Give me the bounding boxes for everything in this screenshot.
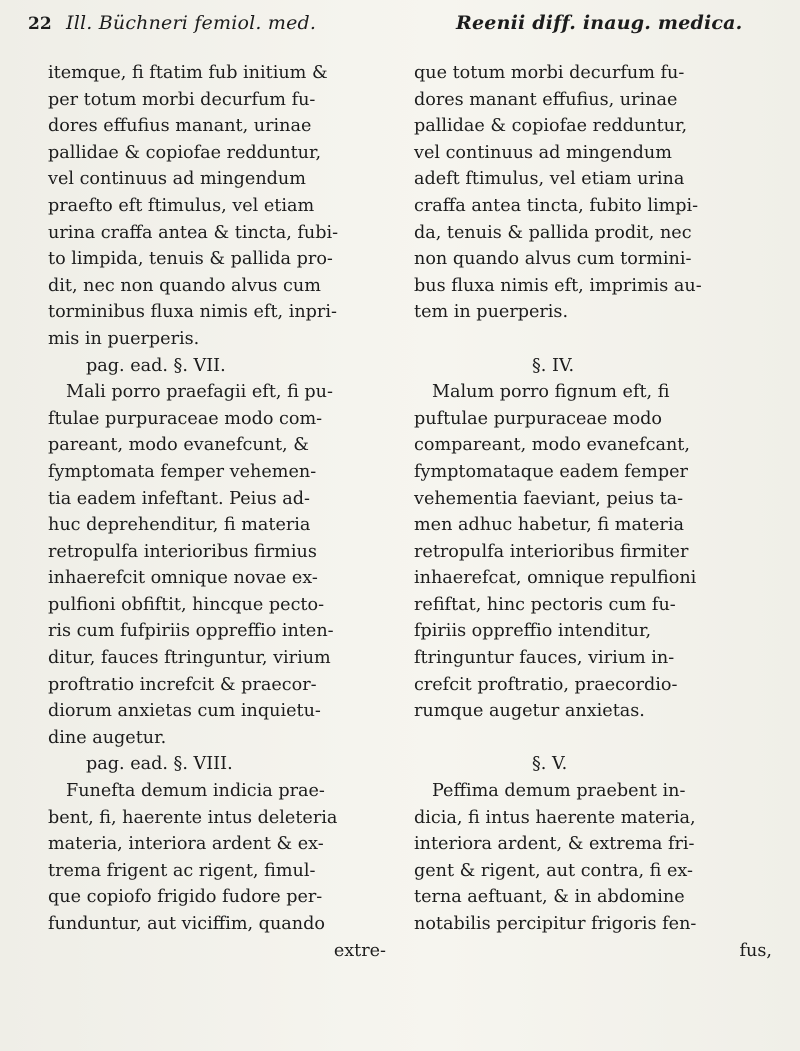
right-line: non quando alvus cum tormini- <box>414 249 692 270</box>
left-line: ris cum fufpiriis oppreffio inten- <box>48 621 334 642</box>
left-line: torminibus fluxa nimis eft, inpri- <box>48 302 337 323</box>
left-line: mis in puerperis. <box>48 328 200 349</box>
right-line: craffa antea tincta, fubito limpi- <box>414 195 699 216</box>
right-column <box>414 60 786 964</box>
left-line: dores effufius manant, urinae <box>48 116 312 137</box>
left-line: ditur, fauces ftringuntur, virium <box>48 648 331 669</box>
left-line: pallidae & copiofae redduntur, <box>48 142 322 163</box>
left-line: dit, nec non quando alvus cum <box>48 275 321 296</box>
right-line: men adhuc habetur, fi materia <box>414 515 684 536</box>
right-line: que totum morbi decurfum fu- <box>414 63 685 83</box>
left-line: bent, fi, haerente intus deleteria <box>48 807 338 828</box>
right-line: vehementia faeviant, peius ta- <box>414 488 684 509</box>
left-line: urina craffa antea & tincta, fubi- <box>48 222 339 243</box>
right-line: compareant, modo evanefcant, <box>414 435 690 456</box>
page-number: 22 <box>28 14 52 34</box>
right-line: dicia, fi intus haerente materia, <box>414 807 696 828</box>
right-line: interiora ardent, & extrema fri- <box>414 834 695 855</box>
right-line: fpiriis oppreffio intenditur, <box>414 621 652 642</box>
left-line: materia, interiora ardent & ex- <box>48 834 324 855</box>
section-heading-vii: pag. ead. §. VII. <box>86 355 226 376</box>
right-line: adeft ftimulus, vel etiam urina <box>414 169 685 190</box>
left-line: vel continuus ad mingendum <box>48 169 306 190</box>
left-line: dine augetur. <box>48 727 167 748</box>
left-line: praefto eft ftimulus, vel etiam <box>48 195 315 216</box>
left-line: Mali porro praefagii eft, fi pu- <box>66 382 333 403</box>
left-line: inhaerefcit omnique novae ex- <box>48 568 318 589</box>
right-line: fymptomataque eadem femper <box>414 461 688 482</box>
spacer-line <box>414 725 786 752</box>
left-line: to limpida, tenuis & pallida pro- <box>48 249 333 270</box>
right-line: tem in puerperis. <box>414 302 569 323</box>
right-line: inhaerefcat, omnique repulfioni <box>414 568 697 589</box>
left-line: que copiofo frigido fudore per- <box>48 887 323 908</box>
left-line: fymptomata femper vehemen- <box>48 461 317 482</box>
section-heading-v: §. V. <box>532 754 568 775</box>
left-line: retropulfa interioribus firmius <box>48 541 317 562</box>
left-line: trema frigent ac rigent, fimul- <box>48 860 316 881</box>
left-line: funduntur, aut viciffim, quando <box>48 914 325 934</box>
right-line: pallidae & copiofae redduntur, <box>414 116 688 137</box>
right-line: bus fluxa nimis eft, imprimis au- <box>414 275 702 296</box>
right-line: gent & rigent, aut contra, fi ex- <box>414 860 693 881</box>
left-line: ftulae purpuraceae modo com- <box>48 408 323 429</box>
running-header <box>0 12 800 46</box>
section-heading-iv: §. IV. <box>532 355 575 376</box>
left-line: diorum anxietas cum inquietu- <box>48 701 321 722</box>
right-line: rumque augetur anxietas. <box>414 701 645 722</box>
right-line: terna aeftuant, & in abdomine <box>414 887 685 908</box>
right-line: da, tenuis & pallida prodit, nec <box>414 222 692 243</box>
right-line: Peffima demum praebent in- <box>432 781 686 802</box>
right-line: refiftat, hinc pectoris cum fu- <box>414 594 676 615</box>
right-line: notabilis percipitur frigoris fen- <box>414 914 697 934</box>
left-line: pareant, modo evanefcunt, & <box>48 435 309 456</box>
right-line: vel continuus ad mingendum <box>414 142 672 163</box>
spacer-line <box>414 326 786 353</box>
left-line: Funefta demum indicia prae- <box>66 781 325 802</box>
left-line: huc deprehenditur, fi materia <box>48 515 311 536</box>
left-line: itemque, fi ftatim fub initium & <box>48 63 328 83</box>
section-heading-viii: pag. ead. §. VIII. <box>86 754 233 775</box>
catchword: extre- <box>333 940 386 961</box>
right-line: puftulae purpuraceae modo <box>414 408 663 429</box>
right-line: Malum porro fignum eft, fi <box>432 382 670 403</box>
right-line: crefcit proftratio, praecordio- <box>414 674 678 695</box>
right-line: ftringuntur fauces, virium in- <box>414 648 675 669</box>
right-line: retropulfa interioribus firmiter <box>414 541 689 562</box>
left-line: tia eadem infeftant. Peius ad- <box>48 488 310 509</box>
catchword: fus, <box>739 940 772 961</box>
left-running-head: Ill. Büchneri femiol. med. <box>66 12 317 34</box>
right-running-head: Reenii diff. inaug. medica. <box>456 12 743 34</box>
left-column <box>48 60 400 964</box>
left-line: proftratio increfcit & praecor- <box>48 674 317 695</box>
left-line: per totum morbi decurfum fu- <box>48 89 316 110</box>
left-line: pulfioni obfiftit, hincque pecto- <box>48 594 325 615</box>
right-line: dores manant effufius, urinae <box>414 89 678 110</box>
